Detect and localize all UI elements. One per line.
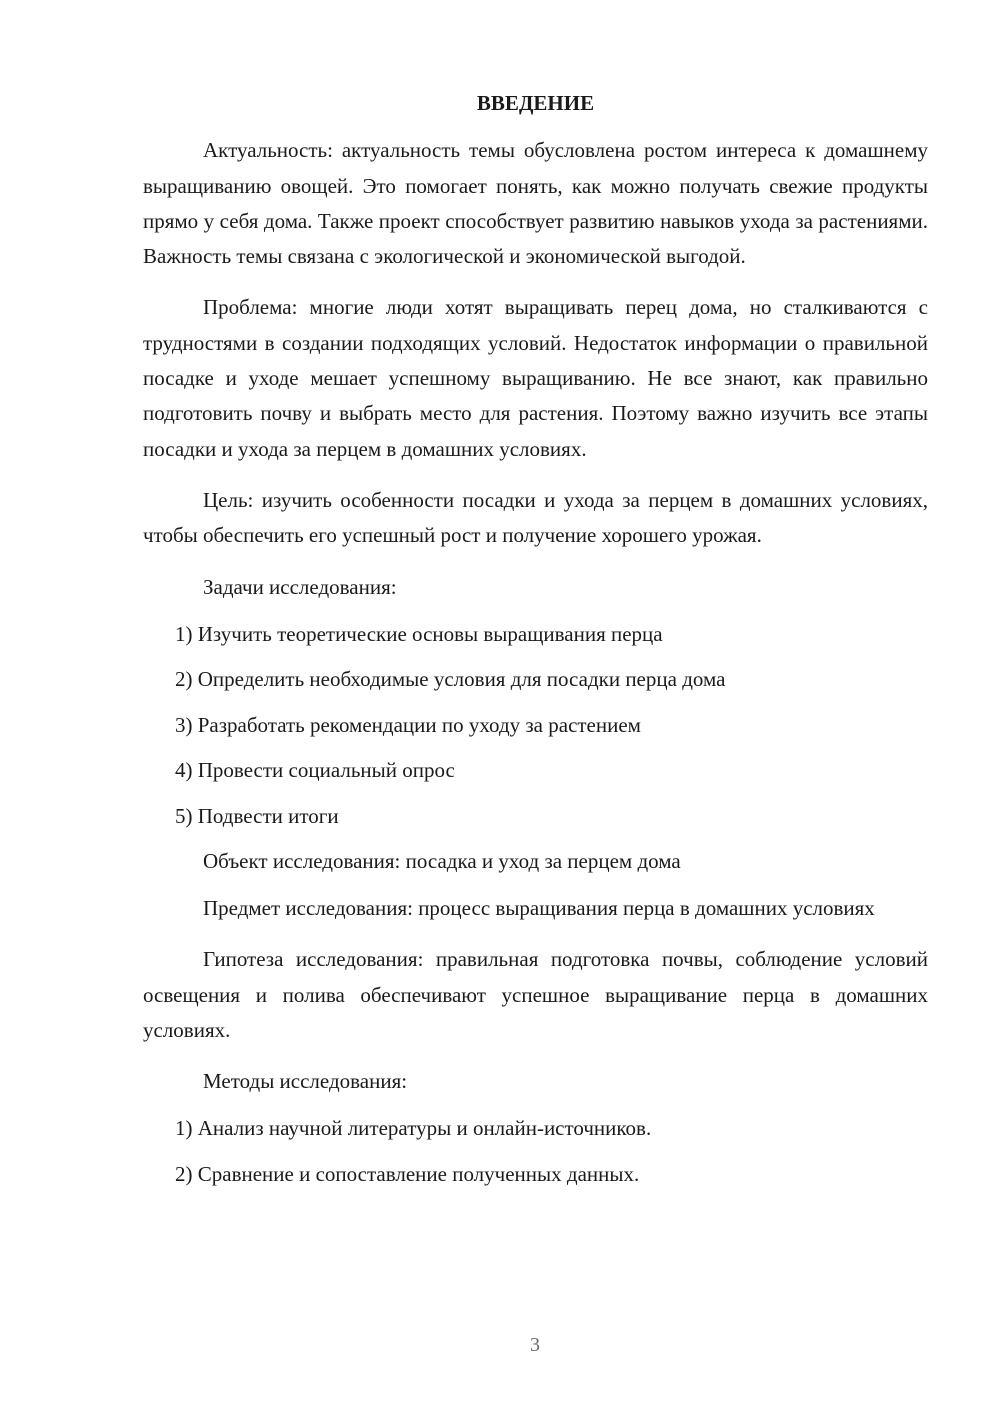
task-item: 3) Разработать рекомендации по уходу за растением [175,712,641,737]
subject-paragraph: Предмет исследования: процесс выращивания перца в домашних условиях [203,896,875,921]
hypothesis-paragraph: Гипотеза исследования: правильная подготовка почвы, соблюдение условий освещения и полива обеспечивают успешное выращивание перца в домашних условиях. [143,947,928,1042]
problem-paragraph: Проблема: многие люди хотят выращивать перец дома, но сталкиваются с трудностями в создании подходящих условий. Недостаток информации о правильной посадке и уходе мешает успешному выращиванию. Не все знают, как правильно подготовить почву и выбрать место для растения. Поэтому важно изучить все этапы посадки и ухода за перцем в домашних условиях. [143,295,928,461]
object-line: Объект исследования: посадка и уход за перцем дома [203,849,681,874]
tasks-label: Задачи исследования: [203,574,397,599]
task-item: 2) Определить необходимые условия для посадки перца дома [175,667,726,692]
method-item: 1) Анализ научной литературы и онлайн-источников. [175,1116,652,1141]
tasks-list [143,617,928,835]
task-item: 5) Подвести итоги [175,803,339,828]
methods-list [143,1111,928,1192]
relevance-paragraph: Актуальность: актуальность темы обусловлена ростом интереса к домашнему выращиванию овощей. Это помогает понять, как можно получать свежие продукты прямо у себя дома. Также проект способствует развитию навыков ухода за растениями. Важность темы связана с экологической и экономической выгодой. [143,138,928,269]
task-item: 4) Провести социальный опрос [175,758,455,783]
page-number: 3 [530,1334,540,1356]
method-item: 2) Сравнение и сопоставление полученных данных. [175,1161,640,1186]
goal-paragraph: Цель: изучить особенности посадки и ухода за перцем в домашних условиях, чтобы обеспечить его успешный рост и получение хорошего урожая. [143,487,928,548]
task-item: 1) Изучить теоретические основы выращивания перца [175,621,663,646]
section-heading: ВВЕДЕНИЕ [476,91,595,115]
methods-label: Методы исследования: [203,1069,408,1094]
document-page [143,90,928,1202]
